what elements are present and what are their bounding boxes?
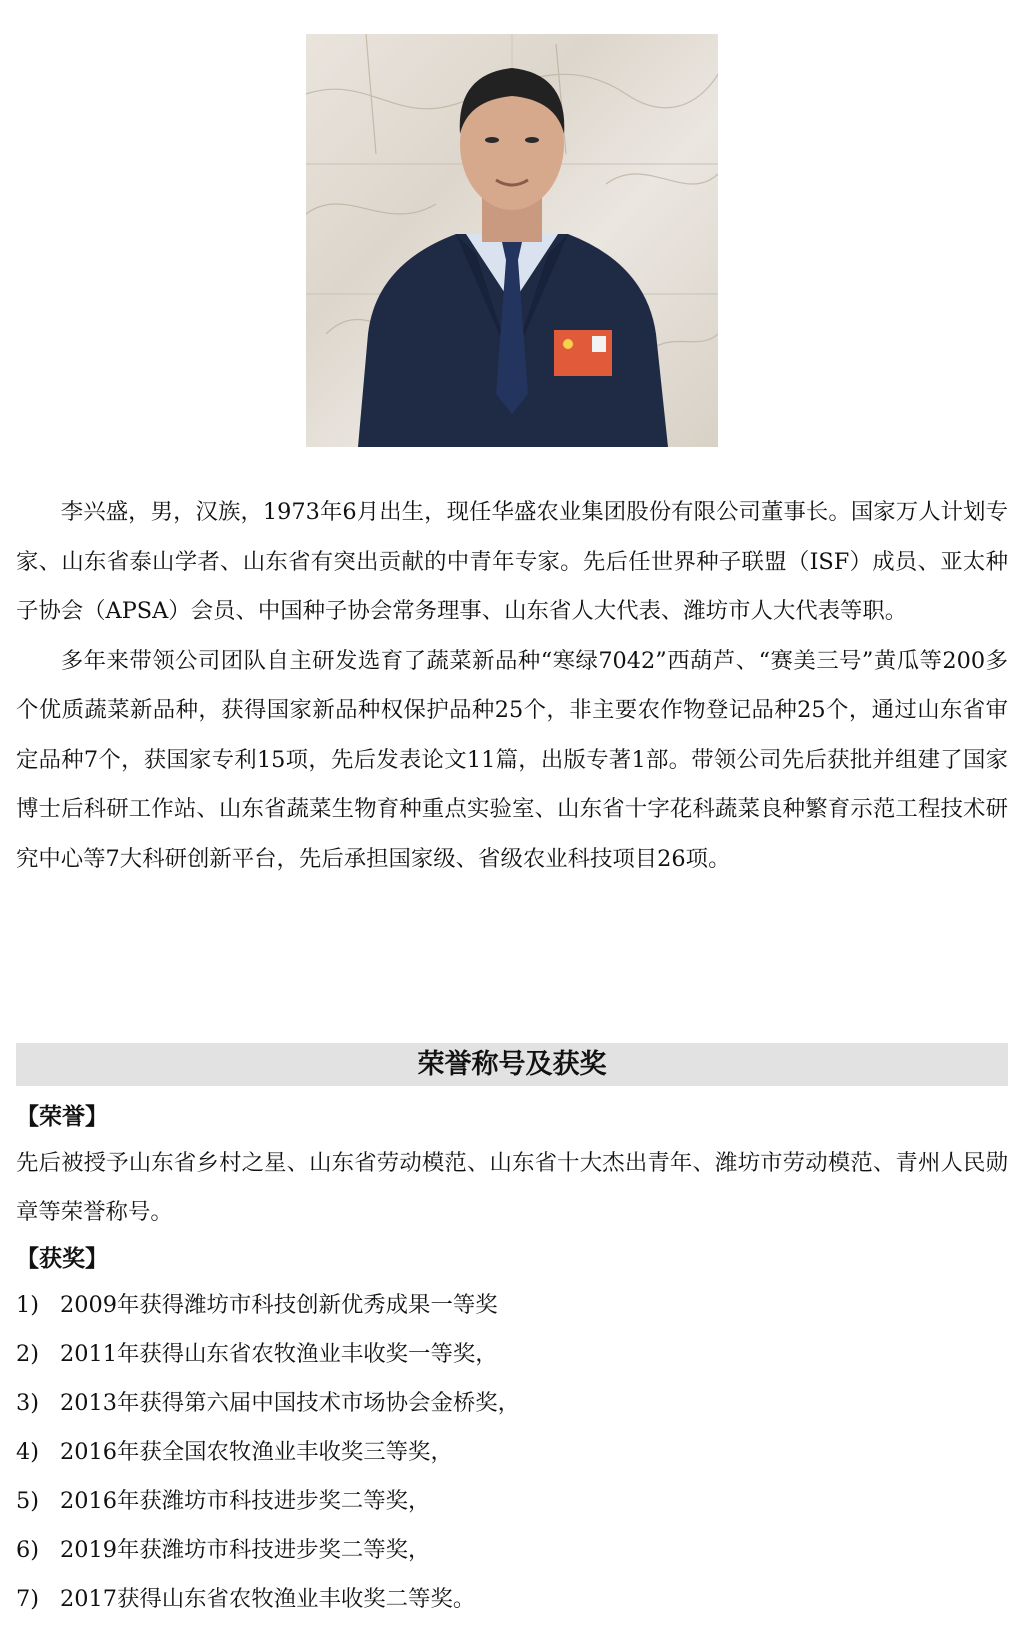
award-text: 2016年获全国农牧渔业丰收奖三等奖，: [60, 1439, 453, 1465]
award-number: 3): [16, 1390, 39, 1416]
award-number: 6): [16, 1537, 39, 1563]
award-text: 2011年获得山东省农牧渔业丰收奖一等奖，: [60, 1341, 498, 1367]
award-text: 2019年获潍坊市科技进步奖二等奖，: [60, 1537, 431, 1563]
honors-section: [16, 1095, 1008, 1624]
honors-heading: 【荣誉】: [16, 1104, 108, 1130]
award-text: 2013年获得第六届中国技术市场协会金桥奖，: [60, 1390, 521, 1416]
portrait-photo: [306, 34, 718, 447]
award-number: 1): [16, 1292, 39, 1318]
award-item: [16, 1575, 1008, 1624]
bio-paragraph-2: 多年来带领公司团队自主研发选育了蔬菜新品种“寒绿7042”西葫芦、“赛美三号”黄瓜等200多个优质蔬菜新品种，获得国家新品种权保护品种25个，非主要农作物登记品种25个，通过山东省审定品种7个，获国家专利15项，先后发表论文11篇，出版专著1部。带领公司先后获批并组建了国家博士后科研工作站、山东省蔬菜生物育种重点实验室、山东省十字花科蔬菜良种繁育示范工程技术研究中心等7大科研创新平台，先后承担国家级、省级农业科技项目26项。: [16, 647, 1008, 872]
award-item: [16, 1526, 1008, 1575]
award-text: 2009年获得潍坊市科技创新优秀成果一等奖: [60, 1292, 498, 1318]
honors-text: 先后被授予山东省乡村之星、山东省劳动模范、山东省十大杰出青年、潍坊市劳动模范、青州人民勋章等荣誉称号。: [16, 1150, 1008, 1225]
award-text: 2016年获潍坊市科技进步奖二等奖，: [60, 1488, 431, 1514]
award-text: 2017获得山东省农牧渔业丰收奖二等奖。: [60, 1586, 476, 1612]
bio-paragraph-1: 李兴盛，男，汉族，1973年6月出生，现任华盛农业集团股份有限公司董事长。国家万人计划专家、山东省泰山学者、山东省有突出贡献的中青年专家。先后任世界种子联盟（ISF）成员、亚太种子协会（APSA）会员、中国种子协会常务理事、山东省人大代表、潍坊市人大代表等职。: [16, 499, 1008, 624]
award-item: [16, 1281, 1008, 1330]
award-item: [16, 1428, 1008, 1477]
award-item: [16, 1379, 1008, 1428]
awards-list: [16, 1281, 1008, 1624]
section-title: 荣誉称号及获奖: [16, 1043, 1008, 1086]
award-item: [16, 1477, 1008, 1526]
award-number: 7): [16, 1586, 39, 1612]
biography: [16, 488, 1008, 884]
award-number: 4): [16, 1439, 39, 1465]
award-item: [16, 1330, 1008, 1379]
award-number: 2): [16, 1341, 39, 1367]
award-number: 5): [16, 1488, 39, 1514]
awards-heading: 【获奖】: [16, 1246, 108, 1272]
